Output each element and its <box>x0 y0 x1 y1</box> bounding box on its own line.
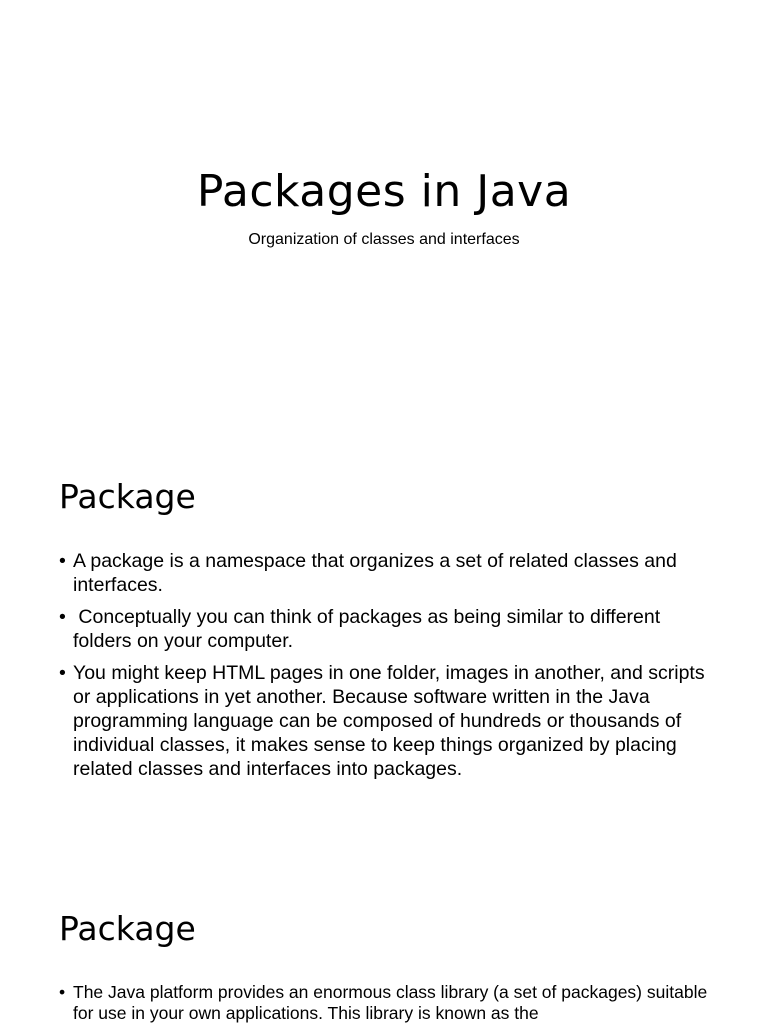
bullet-text: A package is a namespace that organizes a set of related classes and interfaces. <box>73 550 677 596</box>
bullet-list <box>59 982 719 1024</box>
slide-heading: Package <box>59 477 196 516</box>
bullet-item <box>59 549 719 597</box>
slide-title <box>0 0 768 432</box>
slide-package-library <box>0 864 768 1024</box>
bullet-item <box>59 605 719 653</box>
bullet-item <box>59 661 719 781</box>
presentation-subtitle: Organization of classes and interfaces <box>248 231 520 248</box>
bullet-text: You might keep HTML pages in one folder, images in another, and scripts or applications in yet another. Because software written in the Java programming language can be composed of hundreds or thousands of individual classes, it makes sense to keep things organized by placing related classes and interfaces into packages. <box>73 662 705 780</box>
bullet-marker: • <box>59 606 66 628</box>
bullet-marker: • <box>59 982 66 1002</box>
bullet-item <box>59 982 719 1024</box>
bullet-marker: • <box>59 662 66 684</box>
bullet-text: Conceptually you can think of packages as being similar to different folders on your computer. <box>73 606 666 652</box>
presentation-title: Packages in Java <box>196 166 572 217</box>
bullet-text: The Java platform provides an enormous class library (a set of packages) suitable for use in your own applications. This library is known as the <box>73 982 708 1023</box>
bullet-marker: • <box>59 550 66 572</box>
slide-heading: Package <box>59 909 196 948</box>
bullet-list <box>59 549 719 789</box>
slide-package-intro <box>0 432 768 864</box>
